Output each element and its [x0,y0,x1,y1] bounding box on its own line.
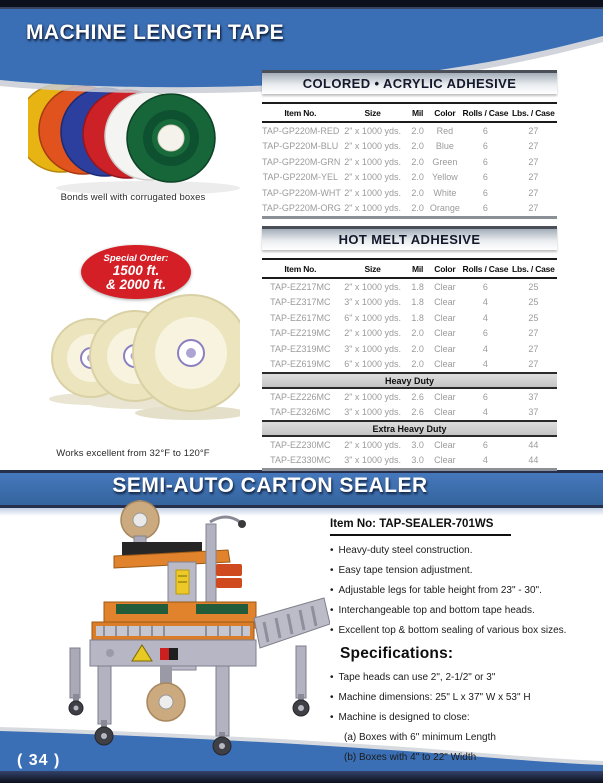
clear-roll-large [133,295,240,411]
list-item: (a) Boxes with 6" minimum Length [344,732,496,743]
special-order-badge [81,245,191,299]
table-row: TAP-GP220M-YEL 2" x 1000 yds. 2.0 Yellow 6 27 [262,172,539,183]
table-row: TAP-GP220M-ORG 2" x 1000 yds. 2.0 Orange 6 27 [262,203,539,214]
list-item: • Machine dimensions: 25" L x 37" W x 53" H [330,692,531,703]
list-item: • Excellent top & bottom sealing of various box sizes. [330,625,567,636]
column-header: Lbs. / Case [510,103,557,122]
table-row: TAP-GP220M-GRN 2" x 1000 yds. 2.0 Green 6 27 [262,156,539,167]
hot-melt-table-title: HOT MELT ADHESIVE [262,226,557,250]
column-header-row [262,259,557,278]
table-row: TAP-EZ226MC 2" x 1000 yds. 2.6 Clear 6 37 [270,391,539,402]
spec-list [330,672,594,723]
column-header: Rolls / Case [461,259,510,278]
table-row: TAP-EZ326MC 3" x 1000 yds. 2.6 Clear 4 37 [270,407,539,418]
list-item: • Interchangeable top and bottom tape heads. [330,605,535,616]
product-tables [262,70,557,471]
badge-line1: Special Order: [103,253,169,264]
list-item: • Easy tape tension adjustment. [330,565,473,576]
column-header: Item No. [262,259,339,278]
table-row: TAP-EZ319MC 3" x 1000 yds. 2.0 Clear 4 27 [270,343,539,354]
list-item: (b) Boxes with 4" to 22" Width [344,752,477,763]
column-header: Color [429,259,461,278]
sealer-item-number: Item No: TAP-SEALER-701WS [330,518,511,536]
column-header: Size [339,259,407,278]
specifications-title: Specifications: [340,645,454,662]
table-row: TAP-EZ217MC 2" x 1000 yds. 1.8 Clear 6 25 [270,281,539,292]
table-row: TAP-EZ230MC 2" x 1000 yds. 3.0 Clear 6 44 [270,439,539,450]
page-title: MACHINE LENGTH TAPE [26,21,285,44]
column-header: Item No. [262,103,339,122]
acrylic-table [262,102,557,219]
roll-core [158,125,184,151]
acrylic-table-title: COLORED • ACRYLIC ADHESIVE [262,70,557,94]
table-row: TAP-GP220M-WHT 2" x 1000 yds. 2.0 White 6 27 [262,187,539,198]
colored-rolls-caption: Bonds well with corrugated boxes [60,192,206,203]
table-row: TAP-GP220M-BLU 2" x 1000 yds. 2.0 Blue 6 27 [262,141,539,152]
clear-rolls-caption: Works excellent from 32°F to 120°F [56,448,210,459]
table-row: TAP-EZ619MC 6" x 1000 yds. 2.0 Clear 4 27 [270,359,539,370]
table-row: TAP-EZ219MC 2" x 1000 yds. 2.0 Clear 6 27 [270,328,539,339]
list-item: • Machine is designed to close: [330,712,470,723]
list-item: • Adjustable legs for table height from 23" - 30". [330,585,542,596]
table-row: TAP-GP220M-RED 2" x 1000 yds. 2.0 Red 6 27 [262,125,539,136]
column-header: Mil [407,103,429,122]
table-group-row: Extra Heavy Duty [262,421,557,436]
sealer-section-title: SEMI-AUTO CARTON SEALER [112,474,428,497]
column-header: Lbs. / Case [510,259,557,278]
table-row: TAP-EZ330MC 3" x 1000 yds. 3.0 Clear 4 44 [270,455,539,466]
table-group-row: Heavy Duty [262,373,557,388]
badge-line3: & 2000 ft. [105,277,167,292]
table-row: TAP-EZ617MC 6" x 1000 yds. 1.8 Clear 4 25 [270,312,539,323]
clear-tape-rolls-image [28,287,240,439]
column-header-row [262,103,557,122]
column-header: Color [429,103,461,122]
feature-list [330,545,594,636]
sealer-details [330,514,594,783]
hot-melt-table [262,258,557,471]
page-number: ( 34 ) [17,752,61,769]
column-header: Rolls / Case [461,103,510,122]
badge-line2: 1500 ft. [112,263,160,278]
column-header: Size [339,103,407,122]
bottom-dark-bar [0,771,603,783]
table-row: TAP-EZ317MC 3" x 1000 yds. 1.8 Clear 4 25 [270,297,539,308]
list-item: • Heavy-duty steel construction. [330,545,473,556]
column-header: Mil [407,259,429,278]
carton-sealer-image [10,498,330,756]
list-item: • Tape heads can use 2", 2-1/2" or 3" [330,672,496,683]
